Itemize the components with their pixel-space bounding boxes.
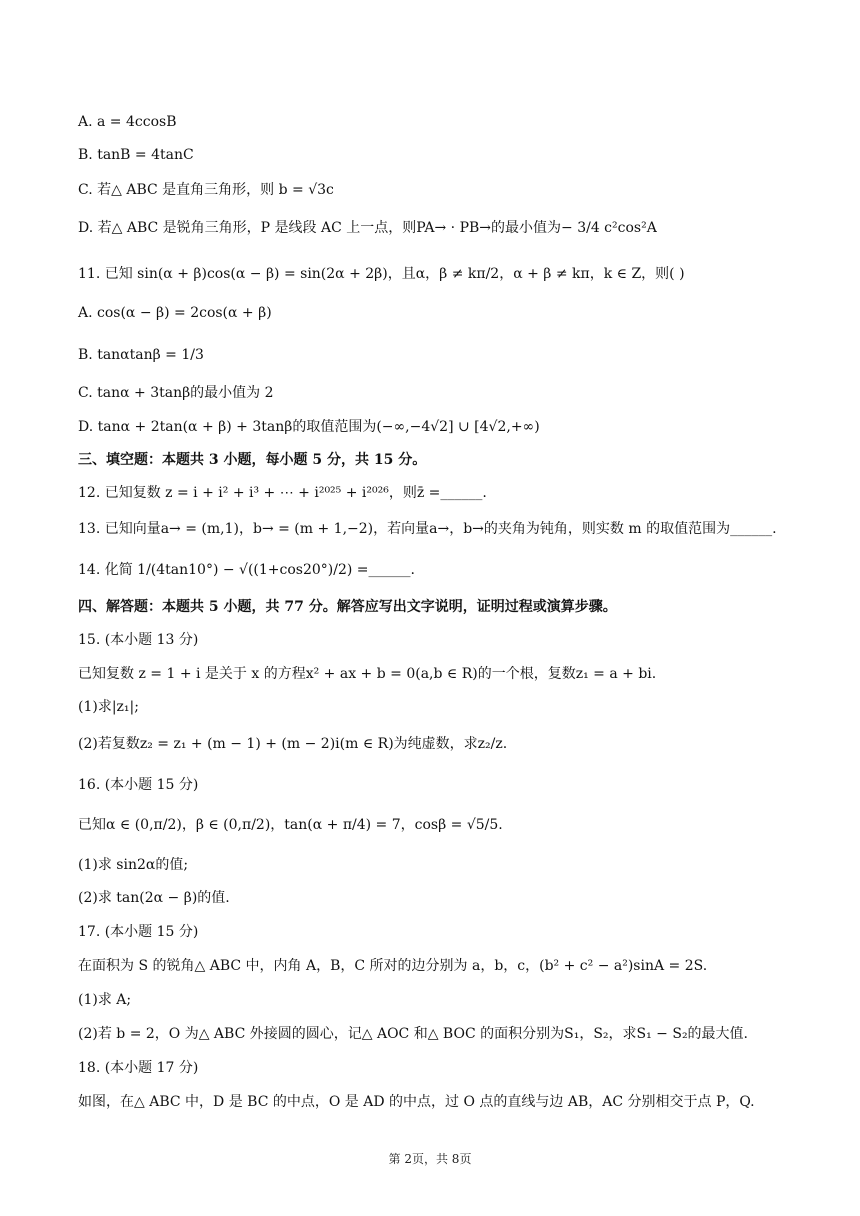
option-c-q10: C. 若△ ABC 是直角三角形，则 b = √3c (78, 182, 334, 198)
page-footer: 第 2页，共 8页 (388, 1152, 472, 1166)
option-a-q10: A. a = 4ccosB (78, 114, 177, 130)
question-17-header: 17. (本小题 15 分) (78, 924, 199, 940)
question-15-part1: (1)求|z₁|; (78, 699, 139, 715)
question-12: 12. 已知复数 z = i + i² + i³ + ⋯ + i²⁰²⁵ + i²⁰²⁶，则z̄ =______. (78, 485, 487, 501)
question-18-stem: 如图，在△ ABC 中，D 是 BC 的中点，O 是 AD 的中点，过 O 点的直线与边 AB，AC 分别相交于点 P，Q. (78, 1094, 755, 1110)
option-b-q10: B. tanB = 4tanC (78, 147, 194, 163)
option-c-q11: C. tanα + 3tanβ的最小值为 2 (78, 385, 274, 401)
question-15-header: 15. (本小题 13 分) (78, 632, 199, 648)
question-15-stem: 已知复数 z = 1 + i 是关于 x 的方程x² + ax + b = 0(a,b ∈ R)的一个根，复数z₁ = a + bi. (78, 666, 657, 682)
question-17-part2: (2)若 b = 2，O 为△ ABC 外接圆的圆心，记△ AOC 和△ BOC 的面积分别为S₁，S₂，求S₁ − S₂的最大值. (78, 1026, 749, 1042)
question-16-part1: (1)求 sin2α的值; (78, 857, 189, 873)
question-16-stem: 已知α ∈ (0,π/2)，β ∈ (0,π/2)，tan(α + π/4) = 7，cosβ = √5/5. (78, 817, 503, 833)
question-16-part2: (2)求 tan(2α − β)的值. (78, 890, 230, 906)
question-14: 14. 化简 1/(4tan10°) − √((1+cos20°)/2) =______. (78, 562, 415, 578)
question-15-part2: (2)若复数z₂ = z₁ + (m − 1) + (m − 2)i(m ∈ R)为纯虚数，求z₂/z. (78, 736, 508, 752)
question-13: 13. 已知向量a→ = (m,1)，b→ = (m + 1,−2)，若向量a→，b→的夹角为钝角，则实数 m 的取值范围为______. (78, 521, 777, 537)
option-d-q11: D. tanα + 2tan(α + β) + 3tanβ的取值范围为(−∞,−4√2] ∪ [4√2,+∞) (78, 419, 540, 435)
section-heading-fill-in: 三、填空题：本题共 3 小题，每小题 5 分，共 15 分。 (78, 452, 427, 468)
option-b-q11: B. tanαtanβ = 1/3 (78, 347, 204, 363)
question-17-stem: 在面积为 S 的锐角△ ABC 中，内角 A，B，C 所对的边分别为 a，b，c，(b² + c² − a²)sinA = 2S. (78, 958, 708, 974)
section-heading-solutions: 四、解答题：本题共 5 小题，共 77 分。解答应写出文字说明，证明过程或演算步骤。 (78, 599, 617, 615)
question-17-part1: (1)求 A; (78, 992, 132, 1008)
option-d-q10: D. 若△ ABC 是锐角三角形，P 是线段 AC 上一点，则PA→ · PB→的最小值为− 3/4 c²cos²A (78, 220, 657, 236)
option-a-q11: A. cos(α − β) = 2cos(α + β) (78, 305, 272, 321)
question-16-header: 16. (本小题 15 分) (78, 777, 199, 793)
question-11: 11. 已知 sin(α + β)cos(α − β) = sin(2α + 2β)，且α，β ≠ kπ/2，α + β ≠ kπ，k ∈ Z，则( ) (78, 266, 685, 282)
question-18-header: 18. (本小题 17 分) (78, 1060, 199, 1076)
